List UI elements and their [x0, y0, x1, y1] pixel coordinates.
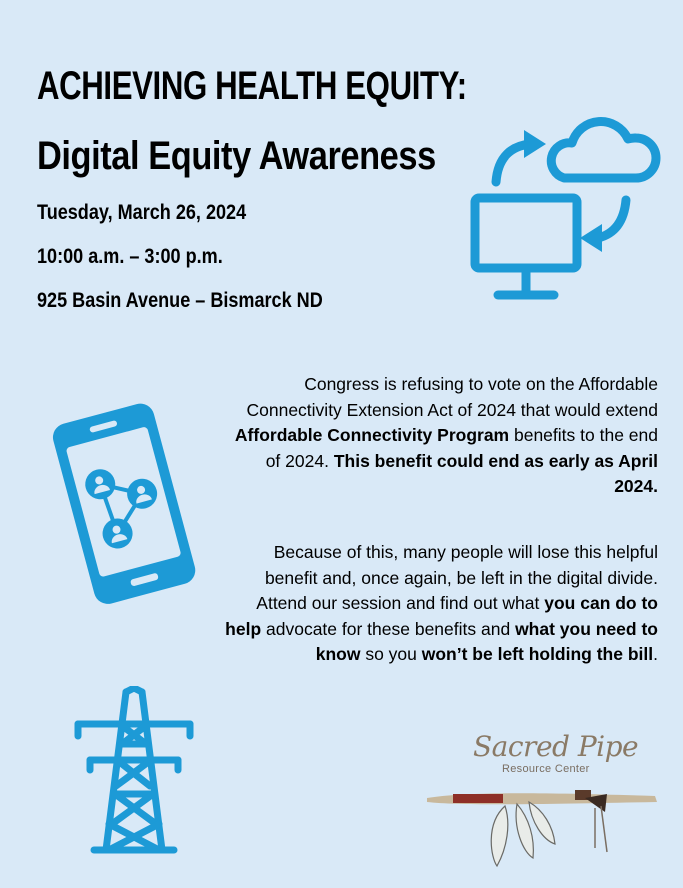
- call-to-action-paragraph: Because of this, many people will lose this helpful benefit and, once again, be left in the digital divide. Attend our session and find out what you can do to help advocate for these benefits and what you need to know so you won’t be left holding the bill.: [225, 542, 658, 664]
- event-date: Tuesday, March 26, 2024: [37, 201, 247, 224]
- event-subtitle: Digital Equity Awareness: [37, 134, 436, 178]
- logo-title: Sacred Pipe: [473, 730, 639, 763]
- sacred-pipe-logo: [425, 720, 665, 870]
- event-location: 925 Basin Avenue – Bismarck ND: [37, 289, 323, 312]
- power-tower-icon: [70, 686, 200, 861]
- event-title: ACHIEVING HEALTH EQUITY:: [37, 64, 467, 108]
- logo-subtitle: Resource Center: [502, 763, 590, 775]
- cloud-sync-icon: [468, 104, 663, 309]
- event-time: 10:00 a.m. – 3:00 p.m.: [37, 245, 223, 268]
- phone-network-icon: [52, 398, 202, 613]
- intro-paragraph: Congress is refusing to vote on the Affordable Connectivity Extension Act of 2024 that would extend Affordable Connectivity Program benefits to the end of 2024. This benefit could end as early as April 2024.: [234, 374, 658, 496]
